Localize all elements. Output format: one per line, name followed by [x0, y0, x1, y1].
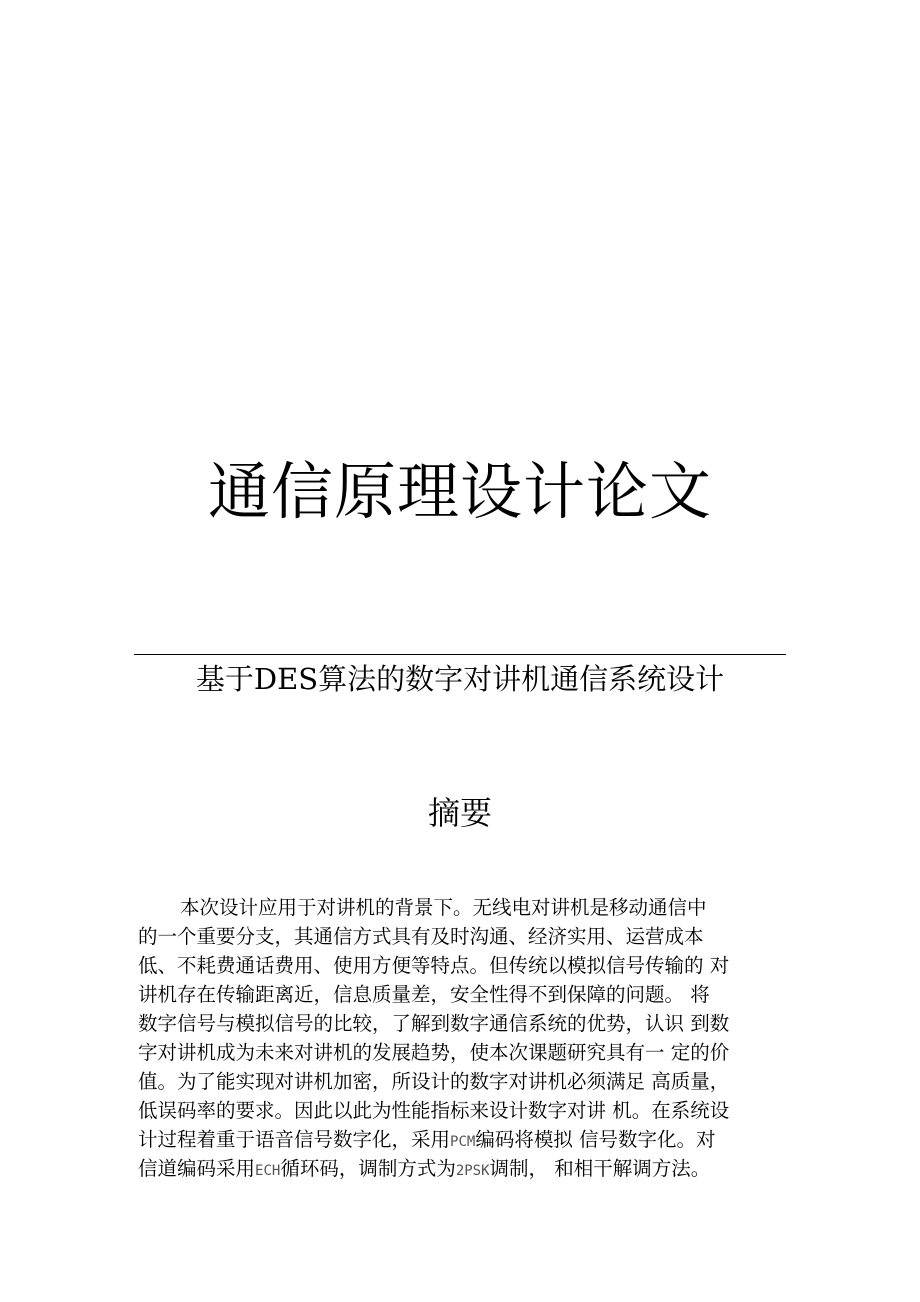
abstract-heading: 摘要: [427, 794, 492, 832]
abstract-term-2psk: 2PSK: [455, 1163, 490, 1179]
subtitle: 基于DES算法的数字对讲机通信系统设计: [195, 662, 725, 696]
abstract-line: 值。为了能实现对讲机加密，所设计的数字对讲机必须满足 高质量，: [138, 1070, 730, 1093]
abstract-text: 循环码，调制方式为: [280, 1157, 456, 1180]
abstract-term-ech: ECH: [255, 1163, 281, 1179]
abstract-line: 低误码率的要求。因此以此为性能指标来设计数字对讲 机。在系统设: [138, 1099, 730, 1122]
abstract-line: 的一个重要分支，其通信方式具有及时沟通、经济实用、运营成本: [138, 925, 704, 948]
abstract-text: 信道编码采用: [138, 1157, 256, 1180]
abstract-line: 数字信号与模拟信号的比较，了解到数字通信系统的优势，认识 到数: [138, 1012, 730, 1035]
main-title: 通信原理设计论文: [207, 455, 712, 528]
abstract-line: [138, 1156, 798, 1184]
abstract-line: 低、不耗费通话费用、使用方便等特点。但传统以模拟信号传输的 对: [138, 954, 730, 977]
abstract-line: 讲机存在传输距离近，信息质量差，安全性得不到保障的问题。 将: [138, 983, 710, 1006]
abstract-text: 计过程着重于语音信号数字化，采用: [138, 1128, 451, 1151]
abstract-line: 本次设计应用于对讲机的背景下。无线电对讲机是移动通信中: [180, 896, 707, 919]
abstract-line: 字对讲机成为未来对讲机的发展趋势，使本次课题研究具有一 定的价: [138, 1041, 730, 1064]
abstract-term-pcm: PCM: [450, 1134, 476, 1150]
abstract-text: 调制， 和相干解调方法。: [489, 1157, 711, 1180]
abstract-line: [138, 1127, 798, 1155]
subtitle-divider: [134, 654, 786, 655]
abstract-text: 编码将模拟 信号数字化。对: [475, 1128, 716, 1151]
